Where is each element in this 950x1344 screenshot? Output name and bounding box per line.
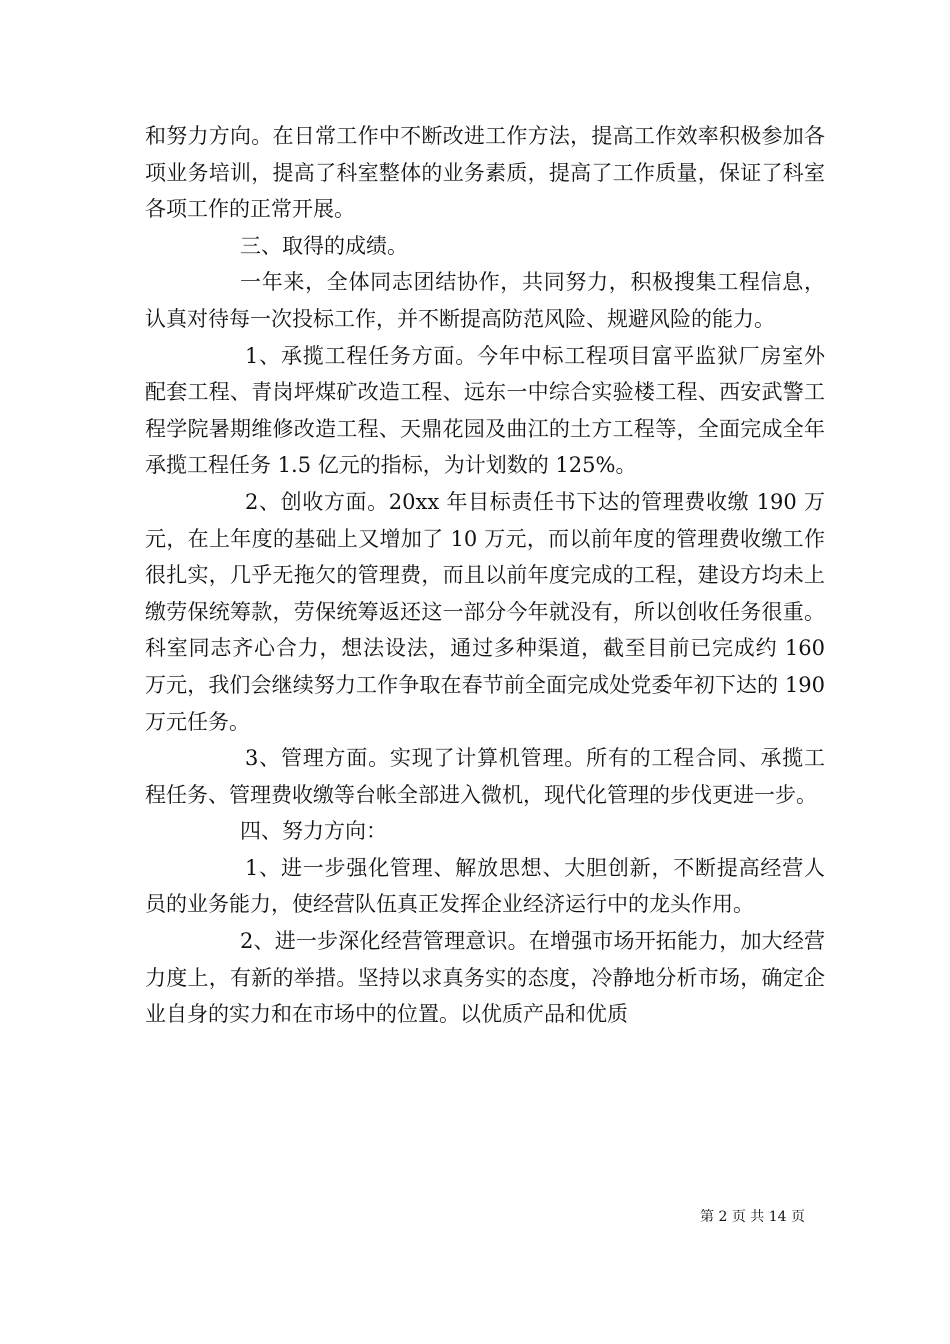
paragraph-item-3-management: 3、管理方面。实现了计算机管理。所有的工程合同、承揽工程任务、管理费收缴等台帐全部进入微机，现代化管理的步伐更进一步。: [145, 746, 825, 807]
paragraph-achievements-intro: 一年来，全体同志团结协作，共同努力，积极搜集工程信息，认真对待每一次投标工作，并不断提高防范风险、规避风险的能力。: [145, 270, 825, 331]
paragraph-direction-2: 2、进一步深化经营管理意识。在增强市场开拓能力，加大经营力度上，有新的举措。坚持以求真务实的态度，冷静地分析市场，确定企业自身的实力和在市场中的位置。以优质产品和优质: [145, 929, 825, 1027]
section-heading-direction: 四、努力方向：: [240, 819, 387, 844]
paragraph-continuation: 和努力方向。在日常工作中不断改进工作方法，提高工作效率积极参加各项业务培训，提高了科室整体的业务素质，提高了工作质量，保证了科室各项工作的正常开展。: [145, 124, 825, 222]
paragraph-item-2-revenue: 2、创收方面。20xx 年目标责任书下达的管理费收缴 190 万元，在上年度的基础上又增加了 10 万元，而以前年度的管理费收缴工作很扎实，几乎无拖欠的管理费，而且以前年度完成的工程，建设方均未上缴劳保统筹款，劳保统筹返还这一部分今年就没有，所以创收任务很重。科室同志齐心合力，想法设法，通过多种渠道，截至目前已完成约 160 万元，我们会继续努力工作争取在春节前全面完成处党委年初下达的 190 万元任务。: [145, 489, 825, 734]
document-body: [145, 118, 825, 1033]
page-number: 第 2 页 共 14 页: [700, 1209, 805, 1225]
section-heading-achievements: 三、取得的成绩。: [240, 233, 408, 258]
paragraph-item-1-projects: 1、承揽工程任务方面。今年中标工程项目富平监狱厂房室外配套工程、青岗坪煤矿改造工程、远东一中综合实验楼工程、西安武警工程学院暑期维修改造工程、天鼎花园及曲江的土方工程等，全面完成全年承揽工程任务 1.5 亿元的指标，为计划数的 125%。: [145, 343, 825, 478]
paragraph-direction-1: 1、进一步强化管理、解放思想、大胆创新，不断提高经营人员的业务能力，使经营队伍真正发挥企业经济运行中的龙头作用。: [145, 855, 825, 917]
